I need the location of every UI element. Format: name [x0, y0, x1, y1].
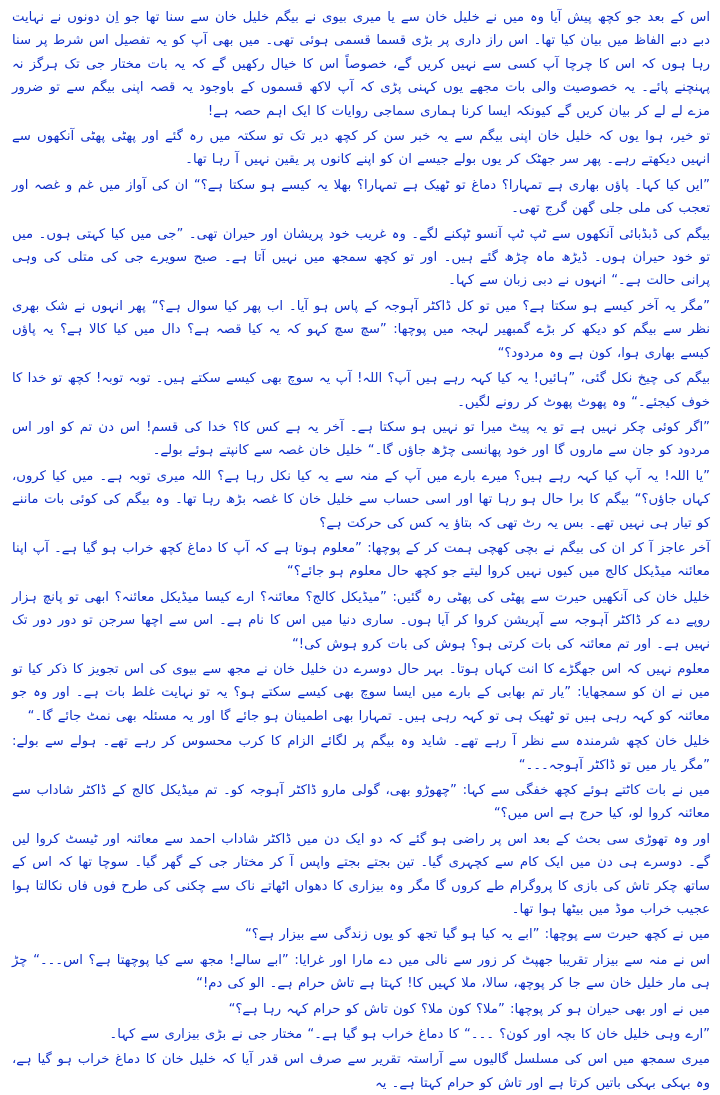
paragraph: میں نے اور بھی حیران ہو کر پوچھا: ”ملا؟ کون ملا؟ کون تاش کو حرام کہہ رہا ہے؟“ [228, 1001, 710, 1017]
paragraph: خلیل خان کی آنکھیں حیرت سے پھٹی کی پھٹی رہ گئیں: ”میڈیکل کالج؟ معائنہ؟ ارے کیسا میڈیکل معائنہ؟ ابھی تو پانچ ہزار روپے دے کر ڈاکٹر آہوجہ سے آپریشن کروا کر آیا ہوں۔ ساری دنیا میں اس کا نام ہے۔ اس سے اچھا سرجن تو دور دور تک نہیں ہے۔ اور تم معائنہ کی بات کرتی ہو؟ ہوش کی بات کرو ہوش کی!“ [12, 589, 710, 652]
paragraph: اور وہ تھوڑی سی بحث کے بعد اس پر راضی ہو گئے کہ دو ایک دن میں ڈاکٹر شاداب احمد سے معائنہ اور ٹیسٹ کروا لیں گے۔ دوسرے ہی دن میں ایک کام سے کچہری گیا۔ تین بجتے بجتے واپس آ کر مختار جی کے گھر گیا۔ سوچا تھا کہ اس کے ساتھ چکر تاش کی بازی کا پروگرام طے کروں گا مگر وہ بیزاری کا دھواں اٹھاتے ناک سے چکنی کی طرح فوں فاں نکالتا ہوا عجیب خراب موڈ میں بیٹھا ہوا تھا۔ [12, 831, 710, 918]
paragraph: تو خیر، ہوا یوں کہ خلیل خان اپنی بیگم سے یہ خبر سن کر کچھ دیر تک تو سکتہ میں رہ گئے اور پھٹی پھٹی آنکھوں سے انہیں دیکھتے رہے۔ پھر سر جھٹک کر یوں بولے جیسے ان کو اپنے کانوں پر یقین نہیں آ رہا تھا۔ [12, 129, 710, 168]
paragraph: میری سمجھ میں اس کی مسلسل گالیوں سے آراستہ تقریر سے صرف اس قدر آیا کہ خلیل خان کا دماغ خراب ہو گیا ہے، وہ بہکی بہکی باتیں کرتا ہے اور تاش کو حرام کہتا ہے۔ یہ [12, 1052, 710, 1091]
paragraph: اس کے بعد جو کچھ پیش آیا وہ میں نے خلیل خان سے یا میری بیوی نے بیگم خلیل خان سے سنا تھا جو اِن دونوں نے نہایت دبے دبے الفاظ میں بیان کیا تھا۔ اس راز داری پر بڑی قسما قسمی ہوئی تھی۔ میں بھی آپ کو یہ تفصیل اس شرط پر سنا رہا ہوں کہ اس کا چرچا آپ کسی سے نہیں کریں گے، خصوصاً اس کا خیال رکھیں گے کہ یہ بات مختار جی تک ہرگز نہ پہنچنے پائے۔ یہ خصوصیت والی بات مجھے یوں کہنی پڑی کہ آپ لاکھ قسموں کے باوجود یہ قصہ اپنی بیگم سے تو ضرور مزے لے لے کر بیان کریں گے کیونکہ ایسا کرنا ہماری سماجی روایات کا ایک اہم حصہ ہے! [12, 10, 710, 119]
story-body [12, 6, 710, 1095]
paragraph: میں نے کچھ حیرت سے پوچھا: ”ابے یہ کیا ہو گیا تجھ کو یوں زندگی سے بیزار ہے؟“ [244, 927, 710, 943]
paragraph: آخر عاجز آ کر ان کی بیگم نے بچی کھچی ہمت کر کے پوچھا: ”معلوم ہوتا ہے کہ آپ کا دماغ کچھ خراب ہو گیا ہے۔ آپ اپنا معائنہ میڈیکل کالج میں کیوں نہیں کروا لیتے جو کچھ حال معلوم ہو جائے؟“ [12, 540, 710, 580]
paragraph: ”ارے وہی خلیل خان کا بچہ اور کون؟ ۔۔۔“ کا دماغ خراب ہو گیا ہے۔“ مختار جی نے بڑی بیزاری سے کہا۔ [109, 1027, 710, 1043]
paragraph: خلیل خان کچھ شرمندہ سے نظر آ رہے تھے۔ شاید وہ بیگم پر لگائے الزام کا کرب محسوس کر رہے تھے۔ ہولے سے بولے: ”مگر یار میں تو ڈاکٹر آہوجہ۔۔۔“ [12, 734, 710, 773]
paragraph: بیگم کی ڈبڈبائی آنکھوں سے ٹپ ٹپ آنسو ٹپکنے لگے۔ وہ غریب خود پریشان اور حیران تھی۔ ”جی میں کیا کہتی ہوں۔ میں تو خود حیران ہوں۔ ڈیڑھ ماہ چڑھ گئے ہیں۔ اور تو کچھ سمجھ میں نہیں آتا ہے۔ صبح سویرے جی کی متلی کی وہی پرانی حالت ہے۔“ انہوں نے دبی زبان سے کہا۔ [12, 226, 710, 289]
paragraph: معلوم نہیں کہ اس جھگڑے کا انت کہاں ہوتا۔ بہر حال دوسرے دن خلیل خان نے مجھ سے بیوی کی اس تجویز کا ذکر کیا تو میں نے ان کو سمجھایا: ”یار تم بھابی کے بارے میں ایسا سوچ بھی کیسے سکتے ہو؟ یہ تو نہایت غلط بات ہے۔ اور وہ جو معائنہ کو کہہ رہی ہیں تو ٹھیک ہی تو کہہ رہی ہیں۔ تمہارا بھی اطمینان ہو جائے گا اور یہ مسئلہ بھی نمٹ جائے گا۔“ [12, 661, 710, 724]
paragraph: ”یا اللہ! یہ آپ کیا کہہ رہے ہیں؟ میرے بارے میں آپ کے منہ سے یہ کیا نکل رہا ہے؟ اللہ میری توبہ ہے۔ میں کیا کروں، کہاں جاؤں؟“ بیگم کا برا حال ہو رہا تھا اور اسی حساب سے خلیل خان کا غصہ بڑھ رہا تھا۔ وہ بیگم کی کوئی بات ماننے کو تیار ہی نہیں تھے۔ بس یہ رٹ تھی کہ بتاؤ یہ کس کی حرکت ہے؟ [12, 468, 710, 531]
paragraph: ”اگر کوئی چکر نہیں ہے تو یہ پیٹ میرا تو نہیں ہو سکتا ہے۔ آخر یہ ہے کس کا؟ خدا کی قسم! اس دن تم کو اور اس مردود کو جان سے ماروں گا اور خود پھانسی چڑھ جاؤں گا۔“ خلیل خان غصہ سے کانپتے ہوئے بولے۔ [12, 419, 710, 459]
paragraph: بیگم کی چیخ نکل گئی، ”ہائیں! یہ کیا کہہ رہے ہیں آپ؟ اللہ! آپ یہ سوچ بھی کیسے سکتے ہیں۔ توبہ توبہ! کچھ تو خدا کا خوف کیجئے۔“ وہ پھوٹ پھوٹ کر رونے لگیں۔ [12, 371, 710, 410]
paragraph: میں نے بات کاٹتے ہوئے کچھ خفگی سے کہا: ”چھوڑو بھی، گولی مارو ڈاکٹر آہوجہ کو۔ تم میڈیکل کالج کے ڈاکٹر شاداب سے معائنہ کروا لو، کیا حرج ہے اس میں؟“ [12, 783, 710, 822]
paragraph: ”ایں کیا کہا۔ پاؤں بھاری ہے تمہارا؟ دماغ تو ٹھیک ہے تمہارا؟ بھلا یہ کیسے ہو سکتا ہے؟“ ان کی آواز میں غم و غصہ اور تعجب کی ملی جلی گھن گرج تھی۔ [12, 177, 710, 217]
paragraph: اس نے منہ سے بیزار تقریبا جھپٹ کر زور سے نالی میں دے مارا اور غرایا: ”ابے سالے! مجھ سے کیا پوچھتا ہے؟ اس۔۔۔“ چڑ ہی مار خلیل خان سے جا کر پوچھ، سالا، ملا کہیں کا! کہتا ہے تاش حرام ہے۔ الو کی دم!“ [12, 952, 710, 992]
paragraph: ”مگر یہ آخر کیسے ہو سکتا ہے؟ میں تو کل ڈاکٹر آہوجہ کے پاس ہو آیا۔ اب پھر کیا سوال ہے؟“ پھر انہوں نے شک بھری نظر سے بیگم کو دیکھ کر بڑے گمبھیر لہجہ میں پوچھا: ”سچ سچ کہو کہ یہ کیا قصہ ہے؟ دال میں کیا کالا ہے؟ یہ پاؤں کیسے بھاری ہوا، کون ہے وہ مردود؟“ [12, 298, 710, 361]
